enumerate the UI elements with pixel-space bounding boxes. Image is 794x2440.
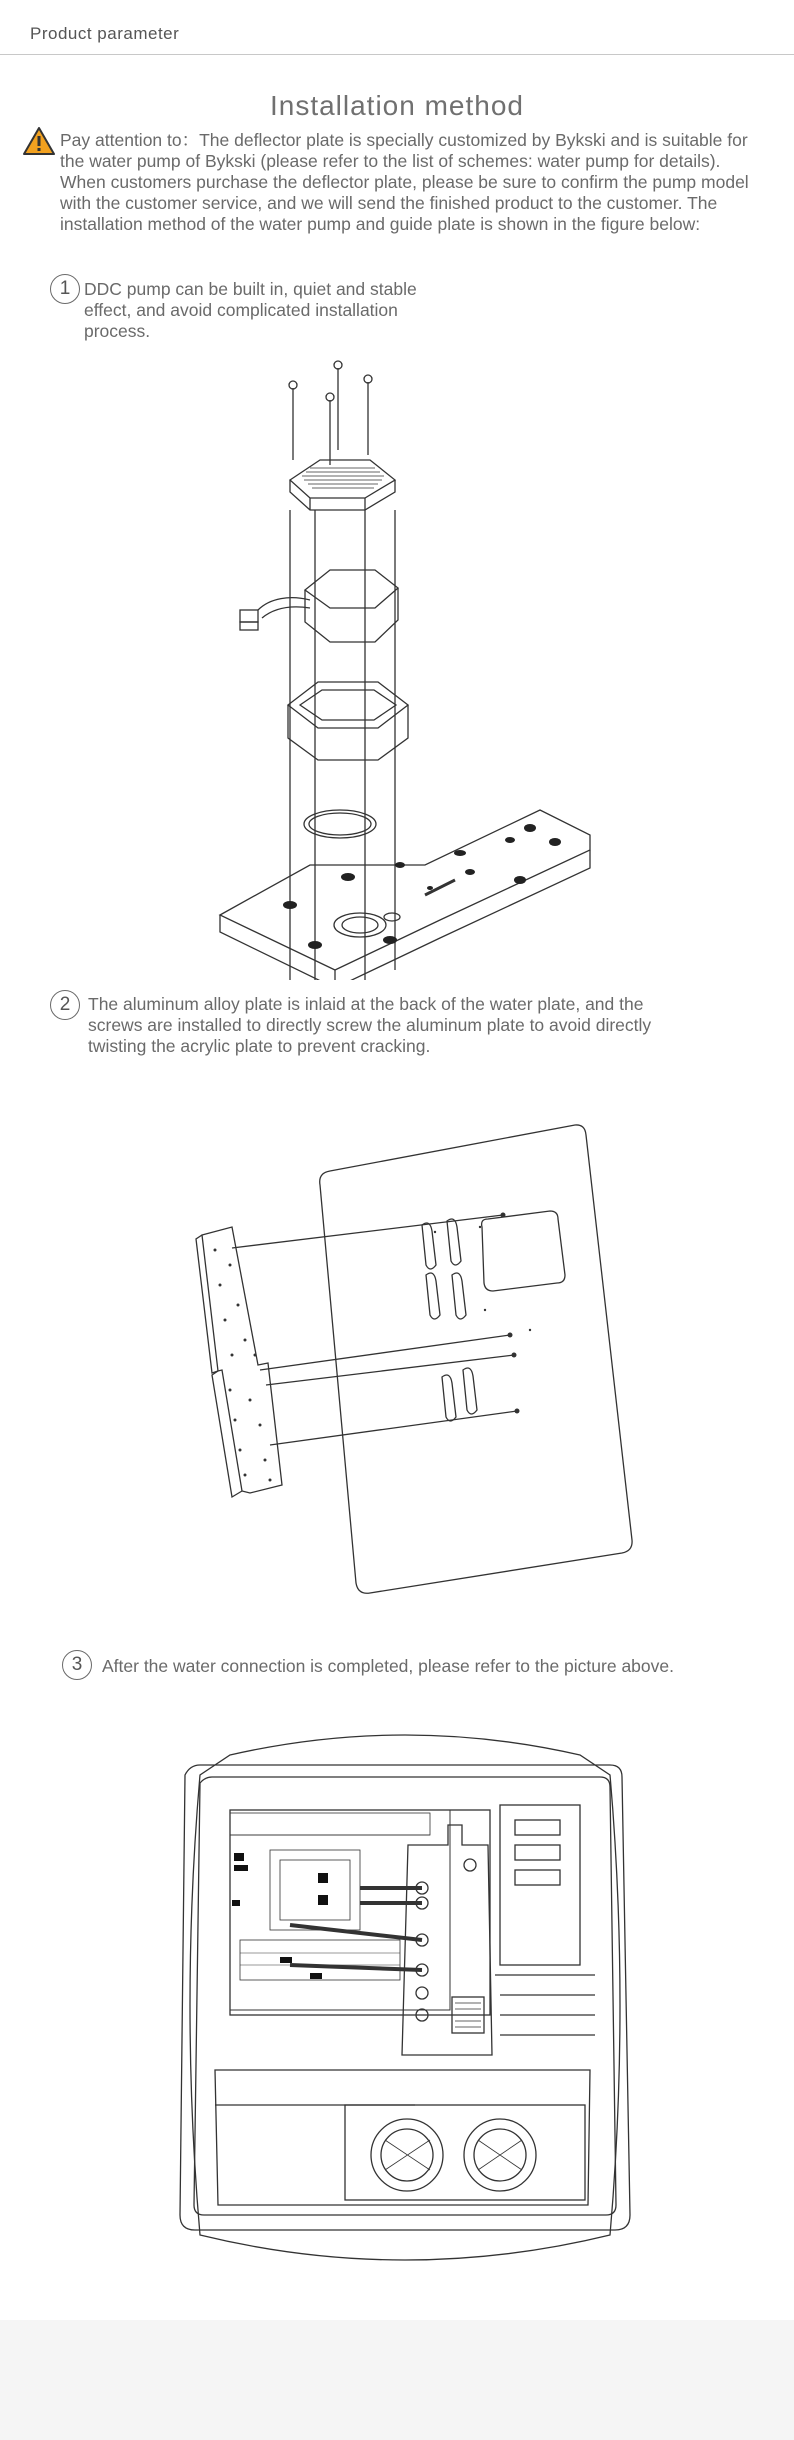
step-2-text: The aluminum alloy plate is inlaid at the back of the water plate, and the screws are installed to directly screw the aluminum plate to avoid directly twisting the acrylic plate to prevent cracking. bbox=[88, 994, 652, 1056]
aluminum-plate-diagram bbox=[160, 1115, 640, 1605]
step-1-text: DDC pump can be built in, quiet and stable effect, and avoid complicated installation process. bbox=[84, 279, 417, 341]
case-installation-diagram bbox=[170, 1725, 640, 2280]
step-3-text: After the water connection is completed, please refer to the picture above. bbox=[102, 1656, 674, 1676]
page-title: Installation method bbox=[269, 90, 525, 121]
warning-triangle-icon bbox=[22, 126, 56, 156]
pump-exploded-diagram bbox=[170, 360, 620, 980]
step-2-number: 2 bbox=[50, 990, 80, 1020]
page-header bbox=[0, 0, 794, 55]
header-label: Product parameter bbox=[30, 24, 180, 43]
step-3-number: 3 bbox=[62, 1650, 92, 1680]
intro-text: Pay attention to：The deflector plate is specially customized by Bykski and is suitable for the water pump of Bykski (please refer to the list of schemes: water pump for details). When customers purchase the deflector plate, please be sure to confirm the pump model with the customer service, and we will send the finished product to the customer. The installation method of the water pump and guide plate is shown in the figure below: bbox=[60, 130, 749, 234]
step-1-number: 1 bbox=[50, 274, 80, 304]
page-footer bbox=[0, 2320, 794, 2440]
